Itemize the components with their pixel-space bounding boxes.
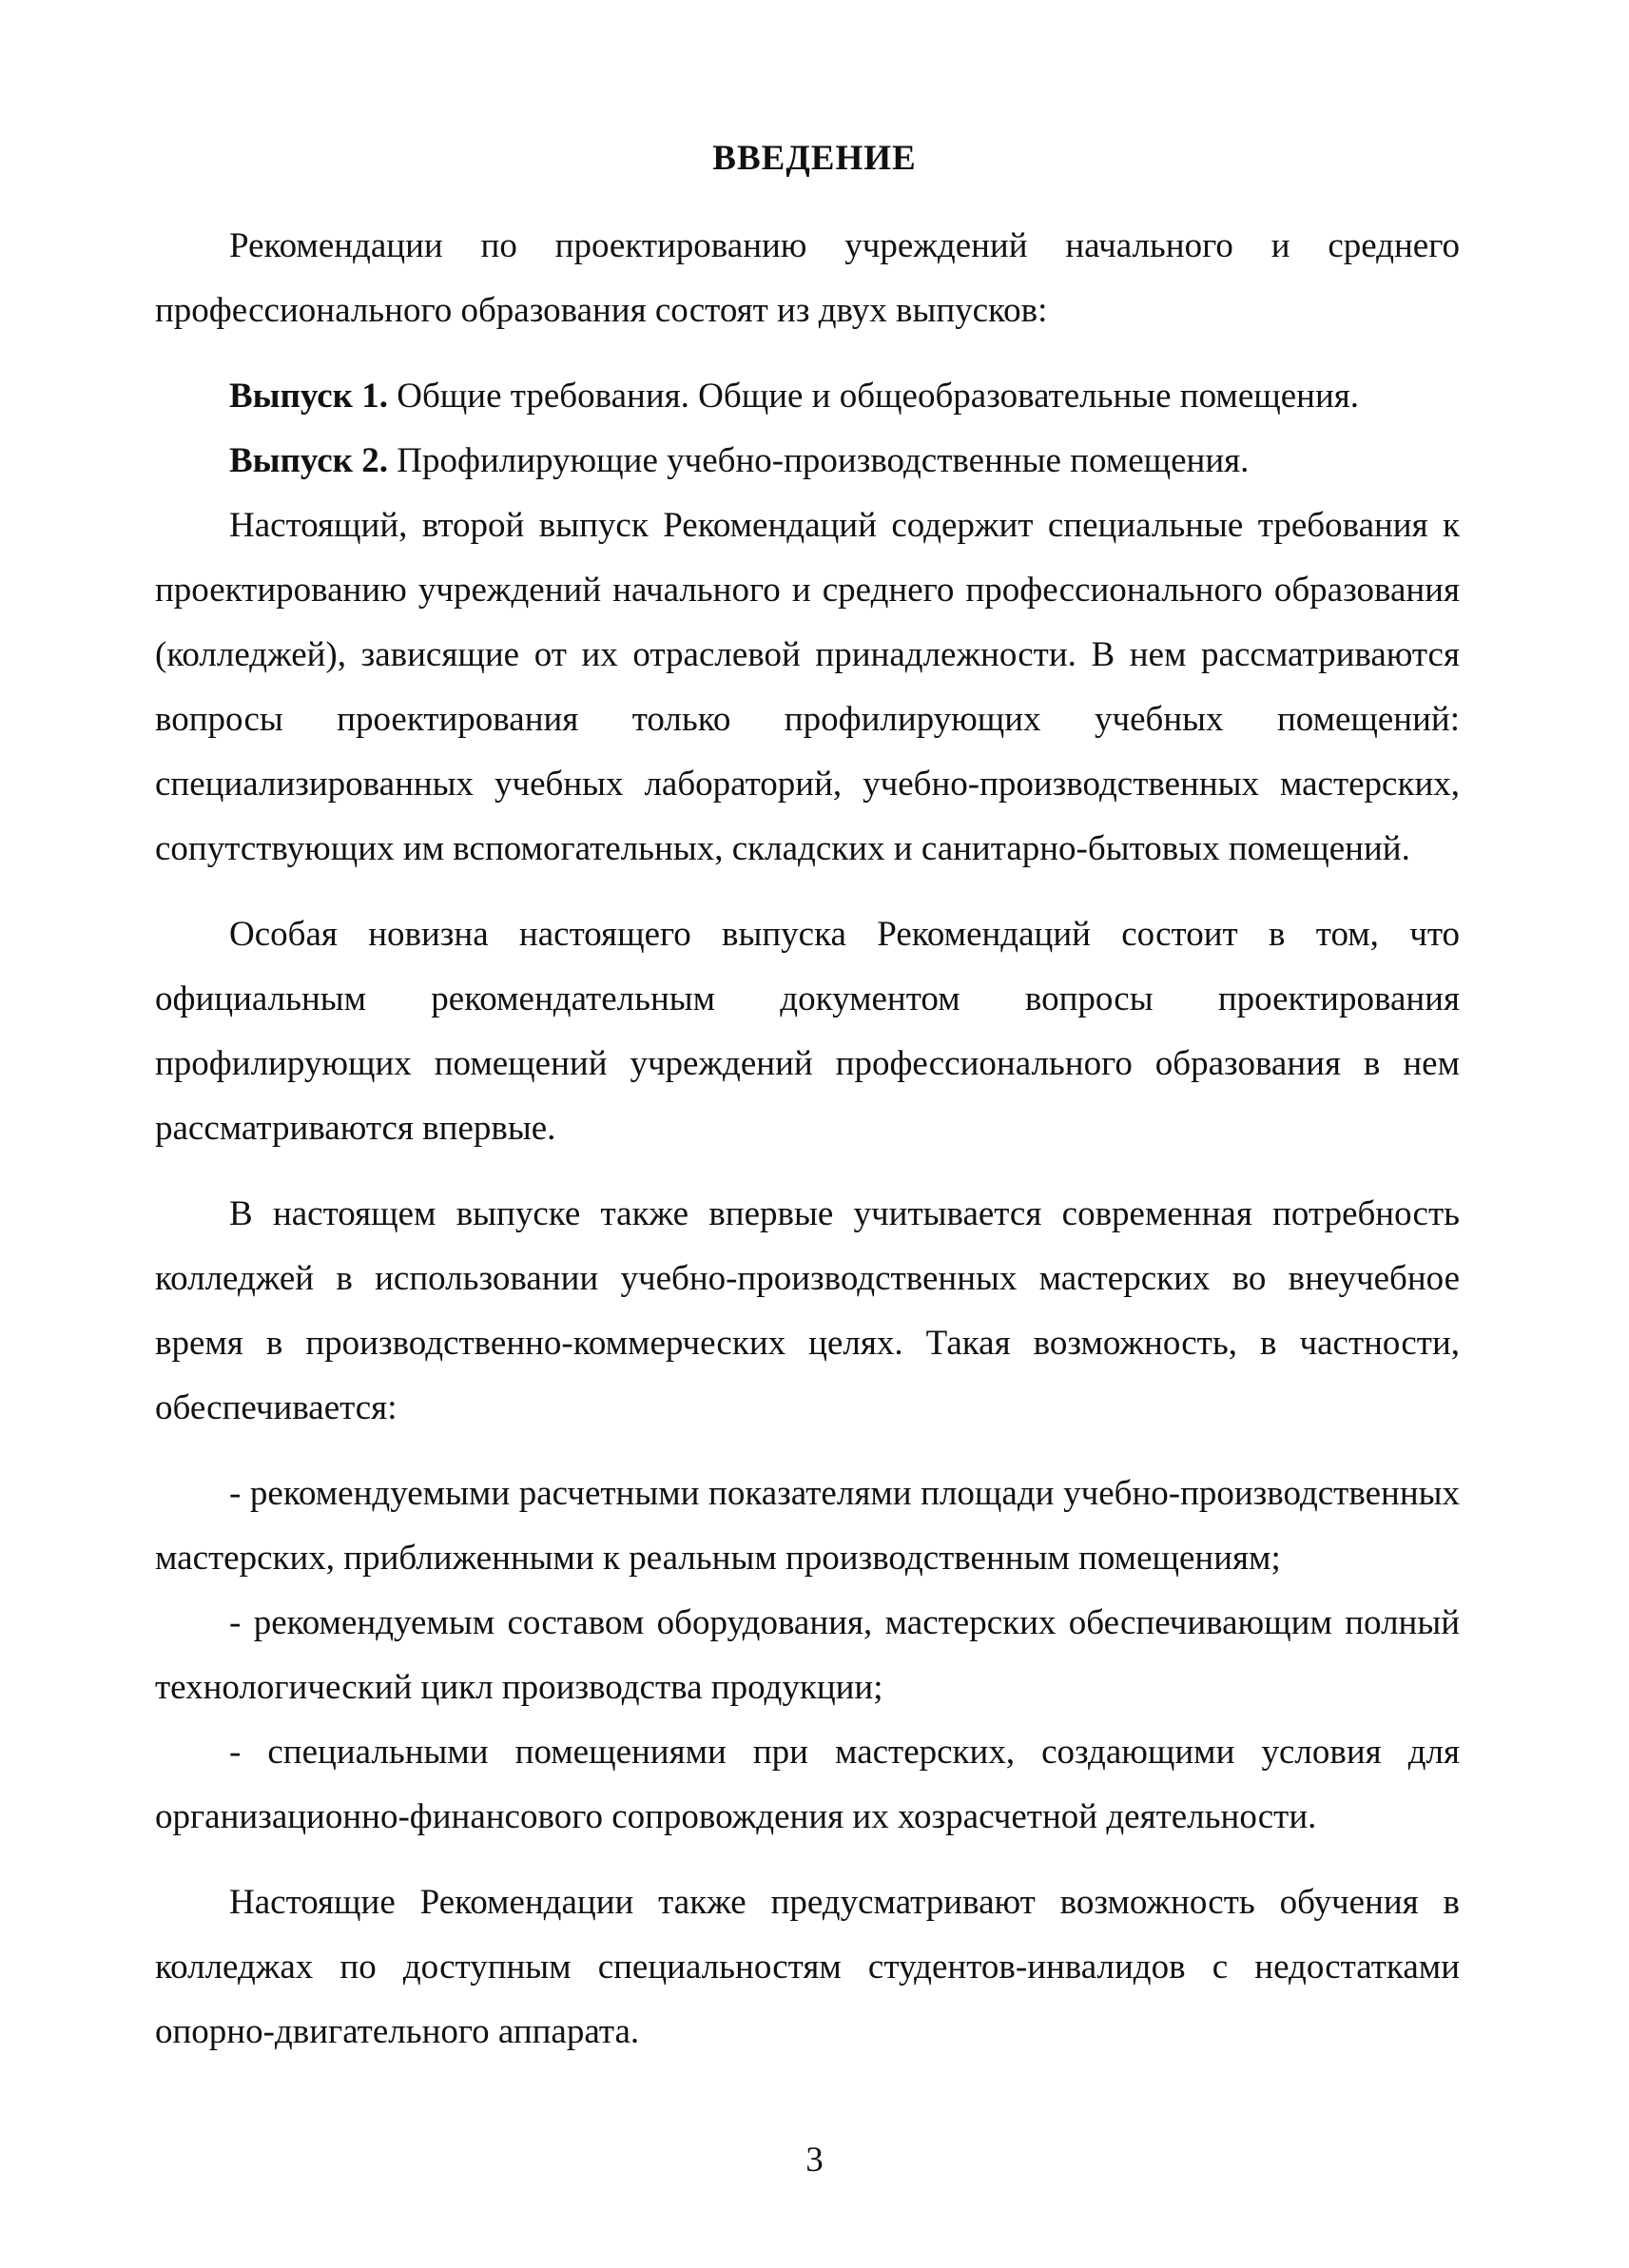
paragraph-issue-2 [155,429,1460,494]
list-item-equipment: - рекомендуемым составом оборудования, мастерских обеспечивающим полный технологический цикл производства продукции; [155,1603,1460,1707]
page-title: ВВЕДЕНИЕ [712,139,917,178]
list-item-special-rooms: - специальными помещениями при мастерских, создающими условия для организационно-финансового сопровождения их хозрасчетной деятельности. [155,1733,1460,1836]
paragraph-novelty: Особая новизна настоящего выпуска Рекомендаций состоит в том, что официальным рекомендательным документом вопросы проектирования профилирующих помещений учреждений профессионального образования в нем рассматриваются впервые. [155,915,1460,1148]
issue-1-label: Выпуск 1. [229,377,388,416]
paragraph-commercial-use: В настоящем выпуске также впервые учитывается современная потребность колледжей в использовании учебно-производственных мастерских во внеучебное время в производственно-коммерческих целях. Такая возможность, в частности, обеспечивается: [155,1194,1460,1427]
list-item-area-indicators: - рекомендуемыми расчетными показателями площади учебно-производственных мастерских, приближенными к реальным производственным помещениям; [155,1474,1460,1578]
body-text [155,214,1460,2064]
issue-2-text: Профилирующие учебно-производственные помещения. [388,441,1250,480]
paragraph-second-issue: Настоящий, второй выпуск Рекомендаций содержит специальные требования к проектированию учреждений начального и среднего профессионального образования (колледжей), зависящие от их отраслевой принадлежности. В нем рассматриваются вопросы проектирования только профилирующих учебных помещений: специализированных учебных лабораторий, учебно-производственных мастерских, сопутствующих им вспомогательных, складских и санитарно-бытовых помещений. [155,506,1460,868]
page-number: 3 [805,2141,824,2180]
issue-1-text: Общие требования. Общие и общеобразовательные помещения. [388,377,1360,416]
paragraph-intro: Рекомендации по проектированию учреждений начального и среднего профессионального образования состоят из двух выпусков: [155,226,1460,330]
paragraph-issue-1 [155,364,1460,429]
issue-2-label: Выпуск 2. [229,441,388,480]
paragraph-disabled-students: Настоящие Рекомендации также предусматривают возможность обучения в колледжах по доступным специальностям студентов-инвалидов с недостатками опорно-двигательного аппарата. [155,1883,1460,2051]
